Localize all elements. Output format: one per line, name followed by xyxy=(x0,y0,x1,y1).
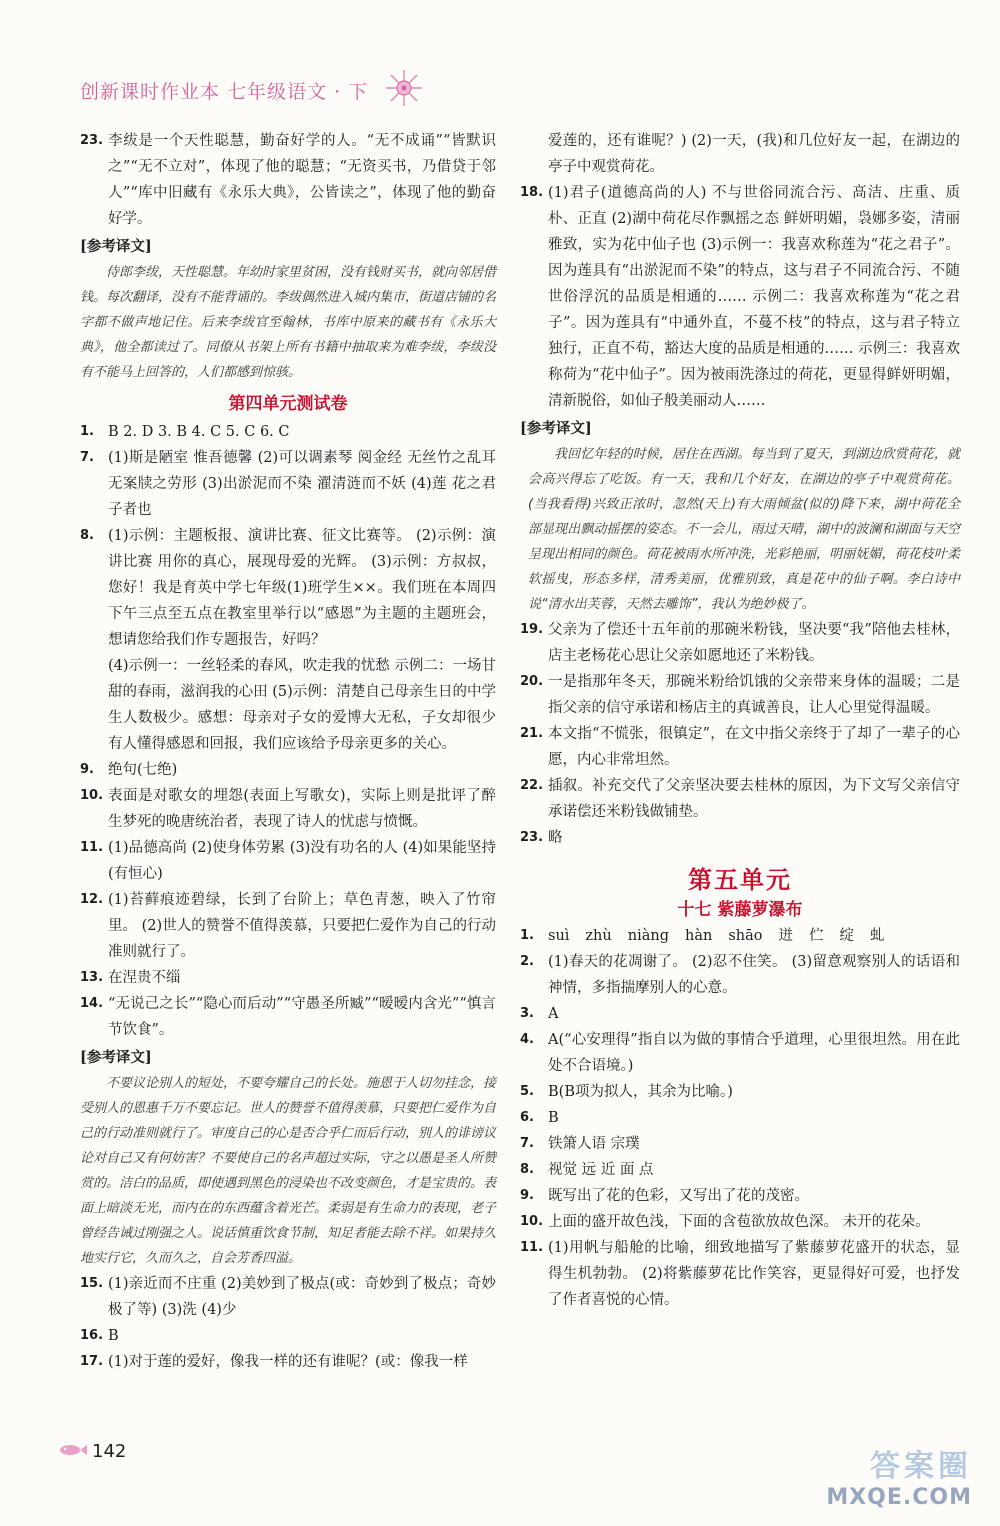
answer-21: 21. 本文指“不慌张，很镇定”，在文中指父亲终于了却了一辈子的心愿，内心非常坦然。 xyxy=(520,726,960,768)
flower-icon xyxy=(382,68,426,112)
answer-10: 10. 表面是对歌女的埋怨(表面上写歌女)，实际上则是批评了醉生梦死的晚唐统治者，表现了诗人的忧虑与愤慨。 xyxy=(80,788,496,830)
reference-translation-label: [参考译文] xyxy=(80,1049,152,1066)
reference-translation: 侍郎李绂，天性聪慧。年幼时家里贫困，没有钱财买书，就向邻居借钱。每次翻译，没有不能背诵的。李绂偶然进入城内集市，街道店铺的名字都不做声地记住。后来李绂官至翰林，书库中原来的藏书有《永乐大典》，他全都读过了。同僚从书架上所有书籍中抽取来为难李绂，李绂没有不能马上回答的，人们都感到惊骇。 xyxy=(80,265,497,380)
watermark-url: MXQE.COM xyxy=(826,1485,972,1510)
answer-23: 23. 李绂是一个天性聪慧，勤奋好学的人。“无不成诵”“皆默识之”“无不立对”，体现了他的聪慧；“无资买书，乃借贷于邻人”“库中旧藏有《永乐大典》，公皆读之”，体现了他的勤奋好学。 xyxy=(80,133,496,227)
answer-22: 22. 插叙。补充交代了父亲坚决要去桂林的原因，为下文写父亲信守承诺偿还米粉钱做铺垫。 xyxy=(520,778,960,820)
reference-translation: 不要议论别人的短处，不要夸耀自己的长处。施恩于人切勿挂念，接受别人的恩惠千万不要忘记。世人的赞誉不值得羡慕，只要把仁爱作为自己的行动准则就行了。审度自己的心是否合乎仁而后行动，别人的诽谤议论对自己又有何妨害？不要使自己的名声超过实际，守之以愚是圣人所赞赏的。洁白的品质，即使遇到黑色的浸染也不改变颜色，才是宝贵的。表面上暗淡无光，而内在的东西蕴含着光芒。柔弱是有生命力的表现，老子曾经告诫过刚强之人。说话慎重饮食节制，知足者能去除不祥。如果持久地实行它，久而久之，自会芳香四溢。 xyxy=(80,1076,497,1266)
answer-19: 19. 父亲为了偿还十五年前的那碗米粉钱，坚决要“我”陪他去桂林，店主老杨花心思让父亲如愿地还了米粉钱。 xyxy=(520,622,960,664)
unit-title: 第五单元 xyxy=(688,866,792,894)
watermark-logo: 答案圈 xyxy=(870,1449,972,1484)
answer-15: 15. (1)亲近而不庄重 (2)美妙到了极点(或：奇妙到了极点；奇妙极了等) (3)洗 (4)少 xyxy=(80,1276,496,1318)
answer-16: 16. B xyxy=(80,1328,119,1344)
lesson-answer-9: 9. 既写出了花的色彩，又写出了花的茂密。 xyxy=(520,1188,809,1204)
page-footer xyxy=(58,1441,126,1462)
pinyin-item: hàn xyxy=(685,928,713,944)
answer-12: 12. (1)苔藓痕迹碧绿，长到了台阶上；草色青葱，映入了竹帘里。 (2)世人的赞誉不值得羡慕，只要把仁爱作为自己的行动准则就行了。 xyxy=(80,892,496,960)
lesson-answer-10: 10. 上面的盛开故色浅，下面的含苞欲放故色深。 未开的花朵。 xyxy=(520,1214,930,1230)
reference-translation: 我回忆年轻的时候，居住在西湖。每当到了夏天，到湖边欣赏荷花，就会高兴得忘了吃饭。有一天，我和几个好友，在湖边的亭子中观赏荷花。(当我看得)兴致正浓时，忽然(天上)有大雨倾盆(似的)降下来，湖中荷花全部显现出飘动摇摆的姿态。不一会儿，雨过天晴，湖中的波澜和湖面与天空呈现出相同的颜色。荷花被雨水所冲洗，光彩艳丽，明丽妩媚，荷花枝叶柔软摇曳，形态多样，清秀美丽，优雅别致，真是花中的仙子啊。李白诗中说“清水出芙蓉，天然去雕饰”，我认为绝妙极了。 xyxy=(528,447,960,612)
lesson-answer-3: 3. A xyxy=(520,1006,559,1022)
pinyin-item: 伫 xyxy=(808,928,824,944)
lesson-answer-11: 11. (1)用帆与船舱的比喻，细致地描写了紫藤萝花盛开的状态，显得生机勃勃。 (2)将紫藤萝花比作笑容，更显得好可爱，也抒发了作者喜悦的心情。 xyxy=(520,1240,960,1308)
lesson-answer-7: 7. 铁箫人语 宗璞 xyxy=(520,1136,640,1152)
lesson-answer-5: 5. B(B项为拟人，其余为比喻。) xyxy=(520,1084,733,1100)
reference-translation-label: [参考译文] xyxy=(80,238,152,255)
answer-23: 23. 略 xyxy=(520,830,563,846)
pinyin-item: 虬 xyxy=(869,928,885,944)
answer-8-continued: (4)示例一：一丝轻柔的春风，吹走我的忧愁 示例二：一场甘甜的春雨，滋润我的心田 (5)示例：清楚自己母亲生日的中学生人数极少。感想：母亲对子女的爱博大无私，子女却很少有人懂得感恩和回报，我们应该给予母亲更多的关心。 xyxy=(108,658,496,752)
pinyin-item: zhù xyxy=(585,928,612,944)
left-column xyxy=(80,128,496,1375)
fish-ornament-icon xyxy=(58,1442,88,1461)
reference-translation-label: [参考译文] xyxy=(520,420,592,437)
answer-7: 7. (1)斯是陋室 惟吾德馨 (2)可以调素琴 阅金经 无丝竹之乱耳 无案牍之劳形 (3)出淤泥而不染 濯清涟而不妖 (4)莲 花之君子者也 xyxy=(80,450,496,518)
answer-1-6: 1. B 2. D 3. B 4. C 5. C 6. C xyxy=(80,424,290,440)
lesson-answer-2: 2. (1)春天的花凋谢了。 (2)忍不住笑。 (3)留意观察别人的话语和神情，多指揣摩别人的心意。 xyxy=(520,954,960,996)
right-column xyxy=(520,128,960,1313)
answer-13: 13. 在涅贵不缁 xyxy=(80,970,181,986)
book-title: 创新课时作业本 七年级语文 · 下 xyxy=(80,80,369,103)
lesson-answer-6: 6. B xyxy=(520,1110,559,1126)
answer-17-continued: 爱莲的，还有谁呢？) (2)一天，(我)和几位好友一起，在湖边的亭子中观赏荷花。 xyxy=(548,133,960,175)
pinyin-item: suì xyxy=(548,928,570,944)
pinyin-list xyxy=(548,923,960,949)
answer-17: 17. (1)对于莲的爱好，像我一样的还有谁呢？(或：像我一样 xyxy=(80,1354,468,1370)
watermark xyxy=(826,1441,972,1510)
lesson-answer-1: 1. suì zhù niàng hàn shāo 迸 伫 绽 虬 xyxy=(520,923,960,949)
answer-20: 20. 一是指那年冬天，那碗米粉给饥饿的父亲带来身体的温暖；二是指父亲的信守承诺和杨店主的真诚善良，让人心里觉得温暖。 xyxy=(520,674,960,716)
page-number: 142 xyxy=(92,1441,127,1462)
answer-18: 18. (1)君子(道德高尚的人) 不与世俗同流合污、高洁、庄重、质朴、正直 (2)湖中荷花尽作飘摇之态 鲜妍明媚，袅娜多姿，清丽雅致，实为花中仙子也 (3)示例一：我喜欢称莲为“花之君子”。因为莲具有“出淤泥而不染”的特点，这与君子不同流合污、不随世俗浮沉的品质是相通的…… 示例二：我喜欢称莲为“花之君子”。因为莲具有“中通外直，不蔓不枝”的特点，这与君子特立独行，正直不苟，豁达大度的品质是相通的…… 示例三：我喜欢称荷为“花中仙子”。因为被雨洗涤过的荷花，更显得鲜妍明媚，清新脱俗，如仙子般美丽动人…… xyxy=(520,185,960,409)
pinyin-item: shāo xyxy=(728,928,763,944)
lesson-answer-8: 8. 视觉 远 近 面 点 xyxy=(520,1162,654,1178)
page-header xyxy=(80,68,426,112)
answer-8: 8. (1)示例：主题板报、演讲比赛、征文比赛等。 (2)示例：演讲比赛 用你的真心，展现母爱的光辉。 (3)示例：方叔叔，您好！我是育英中学七年级(1)班学生××。我们班在本周四下午三点至五点在教室里举行以“感恩”为主题的主题班会，想请您给我们作专题报告，好吗？ xyxy=(80,528,496,648)
pinyin-item: 绽 xyxy=(839,928,854,944)
answer-11: 11. (1)品德高尚 (2)使身体劳累 (3)没有功名的人 (4)如果能坚持(有恒心) xyxy=(80,840,496,882)
unit-test-title: 第四单元测试卷 xyxy=(228,394,348,414)
pinyin-item: niàng xyxy=(627,928,669,944)
lesson-answer-4: 4. A(“心安理得”指自以为做的事情合乎道理，心里很坦然。用在此处不合语境。) xyxy=(520,1032,960,1074)
pinyin-item: 迸 xyxy=(778,928,793,944)
lesson-title: 十七 紫藤萝瀑布 xyxy=(677,900,803,920)
answer-14: 14. “无说己之长”“隐心而后动”“守愚圣所臧”“暧暧内含光”“慎言节饮食”。 xyxy=(80,996,496,1038)
answer-9: 9. 绝句(七绝) xyxy=(80,762,178,778)
